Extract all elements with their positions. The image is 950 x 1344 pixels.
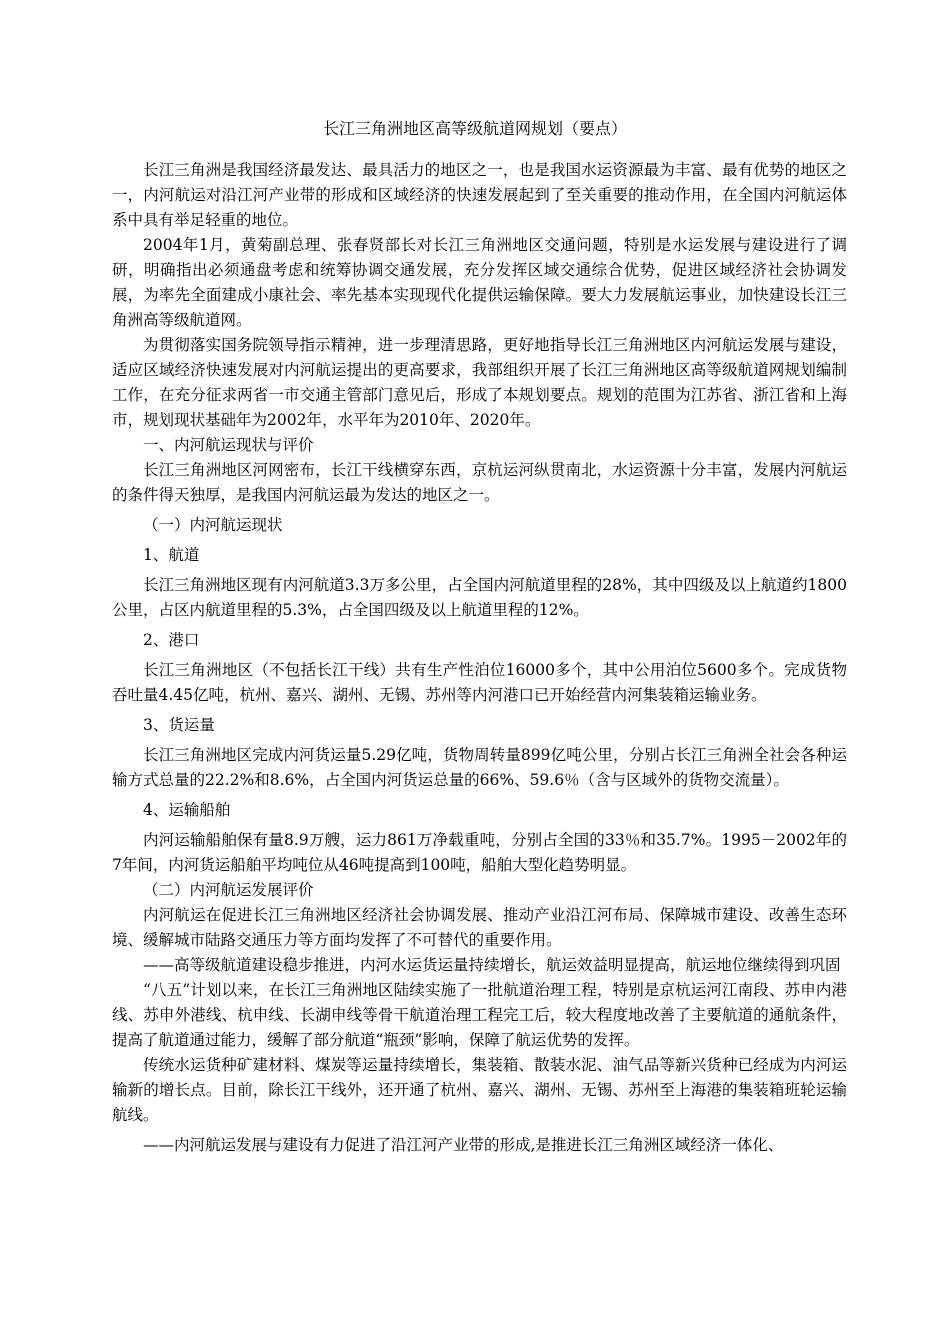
paragraph: ——内河航运发展与建设有力促进了沿江河产业带的形成,是推进长江三角洲区域经济一体化、 — [143, 1136, 784, 1154]
item-heading: 1、航道 — [143, 546, 200, 564]
paragraph: ——高等级航道建设稳步推进，内河水运货运量持续增长，航运效益明显提高，航运地位继续得到巩固 — [143, 956, 841, 974]
document-title: 长江三角洲地区高等级航道网规划（要点） — [322, 119, 627, 138]
subsection-heading: （一）内河航运现状 — [143, 516, 283, 534]
item-heading: 4、运输船舶 — [143, 801, 231, 819]
paragraph: 2004年1月，黄菊副总理、张春贤部长对长江三角洲地区交通问题，特别是水运发展与建设进行了调研，明确指出必须通盘考虑和统筹协调交通发展，充分发挥区域交通综合优势，促进区域经济社会协调发展，为率先全面建成小康社会、率先基本实现现代化提供运输保障。要大力发展航运事业，加快建设长江三角洲高等级航道网。 — [112, 236, 847, 329]
section-heading: 一、内河航运现状与评价 — [143, 436, 314, 454]
paragraph: “八五”计划以来，在长江三角洲地区陆续实施了一批航道治理工程，特别是京杭运河江南段、苏申内港线、苏申外港线、杭申线、长湖申线等骨干航道治理工程完工后，较大程度地改善了主要航道的通航条件，提高了航道通过能力，缓解了部分航道“瓶颈”影响，保障了航运优势的发挥。 — [112, 981, 847, 1049]
item-heading: 3、货运量 — [143, 716, 215, 734]
paragraph: 长江三角洲是我国经济最发达、最具活力的地区之一，也是我国水运资源最为丰富、最有优势的地区之一，内河航运对沿江河产业带的形成和区域经济的快速发展起到了至关重要的推动作用，在全国内河航运体系中具有举足轻重的地位。 — [112, 161, 847, 229]
subsection-heading: （二）内河航运发展评价 — [143, 881, 314, 899]
paragraph: 内河运输船舶保有量8.9万艘，运力861万净载重吨，分别占全国的33％和35.7%。1995－2002年的7年间，内河货运船舶平均吨位从46吨提高到100吨，船舶大型化趋势明显。 — [112, 831, 847, 874]
paragraph: 内河航运在促进长江三角洲地区经济社会协调发展、推动产业沿江河布局、保障城市建设、改善生态环境、缓解城市陆路交通压力等方面均发挥了不可替代的重要作用。 — [112, 906, 847, 949]
paragraph: 长江三角洲地区现有内河航道3.3万多公里，占全国内河航道里程的28%，其中四级及以上航道约1800公里，占区内航道里程的5.3%，占全国四级及以上航道里程的12%。 — [112, 576, 847, 619]
paragraph: 传统水运货种矿建材料、煤炭等运量持续增长，集装箱、散装水泥、油气品等新兴货种已经成为内河运输新的增长点。目前，除长江干线外，还开通了杭州、嘉兴、湖州、无锡、苏州至上海港的集装箱班轮运输航线。 — [112, 1056, 847, 1124]
paragraph: 长江三角洲地区（不包括长江干线）共有生产性泊位16000多个，其中公用泊位5600多个。完成货物吞吐量4.45亿吨，杭州、嘉兴、湖州、无锡、苏州等内河港口已开始经营内河集装箱运输业务。 — [112, 661, 847, 704]
paragraph: 为贯彻落实国务院领导指示精神，进一步理清思路，更好地指导长江三角洲地区内河航运发展与建设，适应区域经济快速发展对内河航运提出的更高要求，我部组织开展了长江三角洲地区高等级航道网规划编制工作，在充分征求两省一市交通主管部门意见后，形成了本规划要点。规划的范围为江苏省、浙江省和上海市，规划现状基础年为2002年，水平年为2010年、2020年。 — [112, 336, 847, 429]
paragraph: 长江三角洲地区河网密布，长江干线横穿东西，京杭运河纵贯南北，水运资源十分丰富，发展内河航运的条件得天独厚，是我国内河航运最为发达的地区之一。 — [112, 461, 847, 504]
paragraph: 长江三角洲地区完成内河货运量5.29亿吨，货物周转量899亿吨公里，分别占长江三角洲全社会各种运输方式总量的22.2%和8.6%，占全国内河货运总量的66%、59.6％（含与区域外的货物交流量）。 — [112, 746, 847, 789]
document-body — [112, 158, 847, 1158]
item-heading: 2、港口 — [143, 631, 200, 649]
